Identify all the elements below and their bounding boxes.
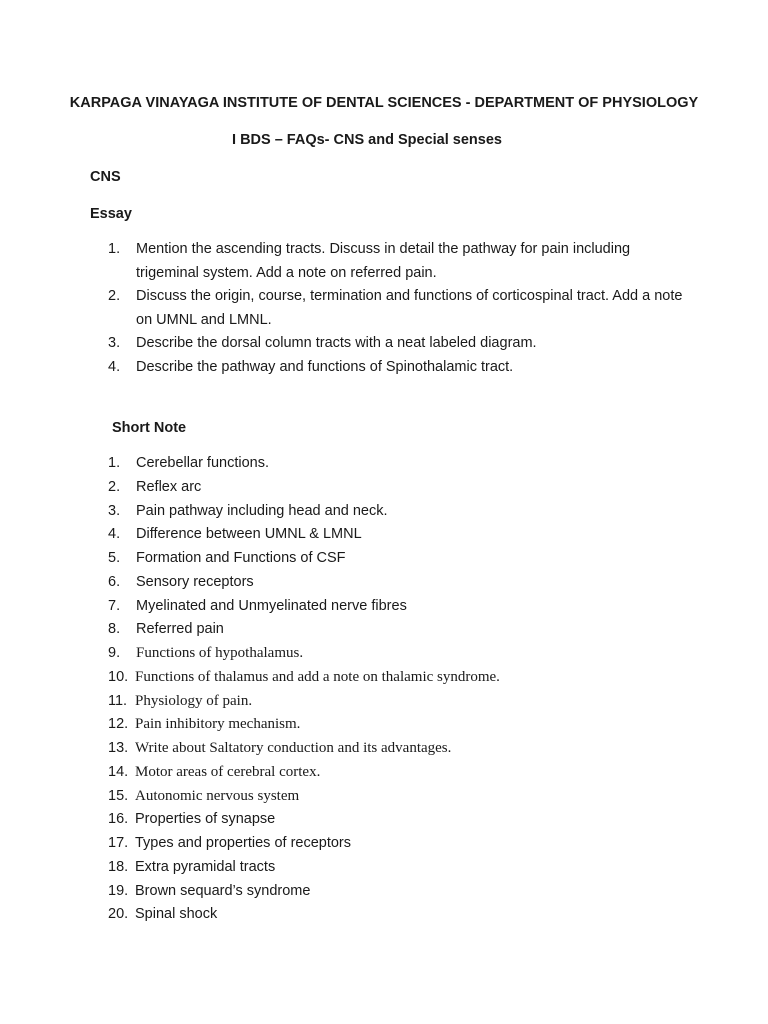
essay-item-number: 4. [108, 358, 121, 375]
short-note-item-number: 15. [108, 787, 129, 804]
short-note-item-text: Referred pain [136, 621, 224, 638]
short-note-item-number: 20. [108, 906, 129, 923]
short-note-item [108, 856, 688, 880]
short-note-item-number: 2. [108, 478, 121, 495]
short-note-item-number: 10. [108, 668, 129, 685]
short-note-item-text: Brown sequard’s syndrome [135, 882, 311, 899]
essay-item-number: 1. [108, 241, 121, 257]
section-heading-cns: CNS [90, 169, 121, 185]
short-note-item-number: 6. [108, 573, 121, 590]
short-note-item [108, 452, 688, 476]
short-note-item-text: Cerebellar functions. [136, 455, 269, 471]
essay-item-text: Describe the dorsal column tracts with a neat labeled diagram. [136, 335, 537, 351]
short-note-item-text: Physiology of pain. [135, 692, 253, 709]
short-note-item [108, 476, 688, 500]
short-note-item-number: 4. [108, 526, 121, 543]
short-note-item-number: 9. [108, 645, 121, 661]
essay-item-text: Discuss the origin, course, termination and functions of corticospinal tract. Add a note on UMNL and LMNL. [136, 288, 683, 328]
short-note-item [108, 523, 688, 547]
short-note-item-text: Pain pathway including head and neck. [136, 502, 388, 519]
short-note-item [108, 642, 688, 666]
short-note-item [108, 880, 688, 904]
short-note-item-number: 5. [108, 550, 121, 566]
short-note-heading: Short Note [112, 420, 187, 436]
short-note-item-text: Reflex arc [136, 478, 202, 495]
short-note-item-text: Functions of hypothalamus. [136, 645, 304, 661]
essay-item-number: 3. [108, 335, 121, 351]
short-note-list [108, 452, 688, 927]
short-note-item-number: 11. [108, 692, 128, 709]
essay-list [108, 238, 688, 379]
short-note-item-text: Functions of thalamus and add a note on thalamic syndrome. [135, 668, 500, 685]
short-note-item-text: Sensory receptors [136, 573, 254, 590]
short-note-item [108, 690, 688, 714]
essay-item-number: 2. [108, 288, 121, 304]
short-note-item-text: Properties of synapse [135, 811, 276, 828]
short-note-item [108, 808, 688, 832]
short-note-item-text: Autonomic nervous system [135, 787, 300, 804]
short-note-item-text: Spinal shock [135, 906, 218, 923]
short-note-item-number: 3. [108, 502, 121, 519]
short-note-item [108, 761, 688, 785]
short-note-item [108, 737, 688, 761]
document-title: KARPAGA VINAYAGA INSTITUTE OF DENTAL SCIENCES - DEPARTMENT OF PHYSIOLOGY [69, 95, 699, 111]
short-note-item [108, 547, 688, 571]
short-note-item-text: Extra pyramidal tracts [135, 858, 276, 875]
short-note-item [108, 785, 688, 809]
short-note-item-text: Difference between UMNL & LMNL [136, 526, 362, 543]
short-note-item-number: 13. [108, 740, 129, 756]
short-note-item [108, 832, 688, 856]
essay-heading: Essay [90, 206, 132, 222]
short-note-item-text: Pain inhibitory mechanism. [135, 716, 301, 733]
short-note-item-text: Types and properties of receptors [135, 835, 352, 851]
essay-item [108, 332, 688, 356]
short-note-item [108, 618, 688, 642]
essay-item [108, 238, 688, 285]
short-note-item-number: 18. [108, 858, 129, 875]
short-note-item-number: 16. [108, 811, 129, 828]
short-note-item [108, 500, 688, 524]
short-note-item-number: 7. [108, 597, 121, 614]
short-note-item [108, 595, 688, 619]
essay-item-text: Describe the pathway and functions of Spinothalamic tract. [136, 358, 514, 375]
short-note-item-number: 12. [108, 716, 129, 733]
short-note-item-number: 14. [108, 763, 129, 780]
short-note-item-text: Formation and Functions of CSF [136, 550, 346, 566]
essay-item [108, 285, 688, 332]
short-note-item-text: Motor areas of cerebral cortex. [135, 763, 321, 780]
essay-item [108, 356, 688, 380]
short-note-item [108, 666, 688, 690]
short-note-item [108, 903, 688, 927]
short-note-item [108, 571, 688, 595]
short-note-item-number: 1. [108, 455, 121, 471]
short-note-item-number: 19. [108, 882, 129, 899]
short-note-item-text: Myelinated and Unmyelinated nerve fibres [136, 597, 407, 614]
short-note-item-text: Write about Saltatory conduction and its advantages. [135, 740, 452, 756]
short-note-item [108, 713, 688, 737]
essay-item-text: Mention the ascending tracts. Discuss in detail the pathway for pain including trigeminal system. Add a note on referred pain. [136, 241, 631, 281]
document-subtitle: I BDS – FAQs- CNS and Special senses [232, 132, 502, 148]
short-note-item-number: 17. [108, 835, 129, 851]
short-note-item-number: 8. [108, 621, 121, 638]
